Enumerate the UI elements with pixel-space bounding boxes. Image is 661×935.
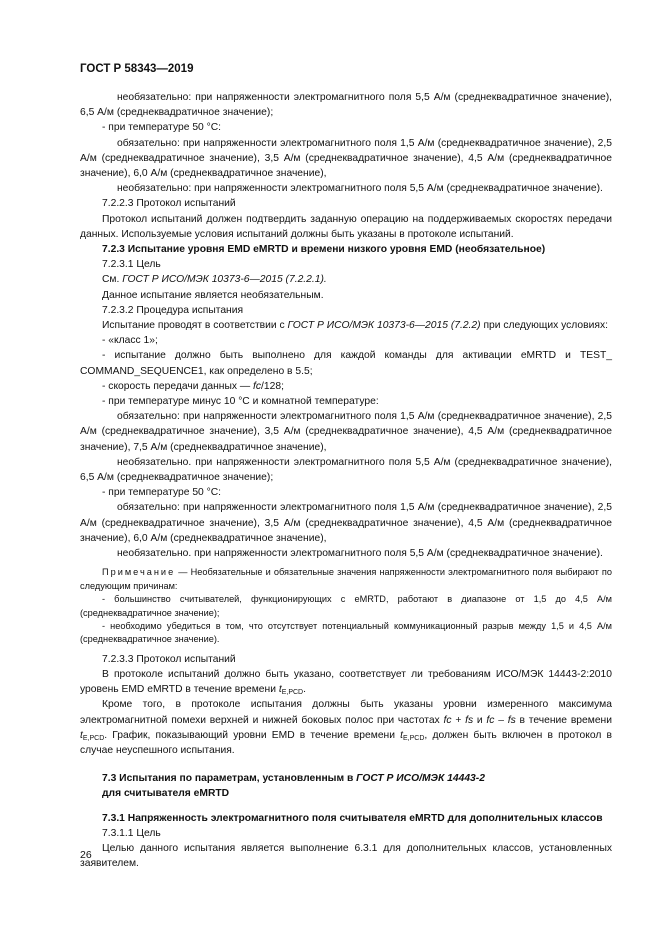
subscript: E,PCD	[82, 734, 105, 742]
paragraph: Данное испытание является необязательным.	[102, 289, 324, 301]
text: Испытание проводят в соответствии с	[102, 320, 288, 332]
paragraph: обязательно: при напряженности электромагнитного поля 1,5 А/м (среднеквадратичное значение), 2,5 А/м (среднеквадратичное значение), 3,5 А/м (среднеквадратичное значение), 4,5 А/м (среднеквадратичное значение), 7,5 А/м (среднеквадратичное значение),	[80, 411, 612, 453]
subscript: E,PCD	[281, 689, 304, 697]
text: В протоколе испытаний должно быть указано, соответствует ли требованиям ИСО/МЭК 14443-2:2010 уровень EMD eMRTD в течение времени	[80, 668, 612, 696]
paragraph	[80, 272, 612, 287]
spacer	[80, 802, 612, 811]
formula: fc + fs	[443, 714, 474, 726]
text: .	[303, 684, 306, 696]
text: 7.3 Испытания по параметрам, установленным в	[102, 773, 357, 785]
text: Кроме того, в протоколе испытания должны быть указаны уровни измеренного максимума электромагнитной помехи верхней и нижней боковых полос при частотах	[80, 699, 612, 726]
section-number: 7.2.2.3 Протокол испытаний	[102, 198, 236, 210]
paragraph: Протокол испытаний должен подтвердить заданную операцию на поддерживаемых скоростях передачи данных. Используемые условия испытаний должны быть указаны в протоколе испытаний.	[80, 213, 612, 240]
paragraph: обязательно: при напряженности электромагнитного поля 1,5 А/м (среднеквадратичное значение), 2,5 А/м (среднеквадратичное значение), 3,5 А/м (среднеквадратичное значение), 4,5 А/м (среднеквадратичное значение), 6,0 А/м (среднеквадратичное значение),	[80, 502, 612, 544]
spacer	[80, 758, 612, 771]
text: , должен быть включен в протокол в случае неуспешного испытания.	[80, 729, 612, 756]
paragraph	[80, 697, 612, 758]
standard-reference: ГОСТ Р ИСО/МЭК 14443-2	[356, 773, 485, 785]
text: . График, показывающий уровни EMD в течение времени	[104, 729, 401, 741]
page-number: 26	[80, 849, 92, 861]
formula: t	[80, 729, 83, 741]
text: - скорость передачи данных —	[102, 380, 254, 392]
text: в течение времени	[515, 714, 612, 726]
text: и	[473, 714, 487, 726]
list-item: - при температуре 50 °С:	[102, 487, 222, 499]
formula: fc	[253, 380, 262, 392]
formula: t	[278, 684, 282, 696]
section-number: 7.3.1.1 Цель	[102, 827, 161, 839]
list-item	[80, 379, 612, 394]
document-header: ГОСТ Р 58343—2019	[80, 63, 194, 75]
section-heading: для считывателя eMRTD	[102, 788, 230, 800]
paragraph	[80, 667, 612, 697]
paragraph	[80, 318, 612, 333]
formula: t	[400, 729, 404, 741]
subscript: E,PCD	[403, 734, 425, 742]
text: при следующих условиях:	[480, 320, 608, 332]
formula: fc – fs	[486, 714, 516, 726]
section-number: 7.2.3.1 Цель	[102, 259, 161, 271]
section-heading: 7.3.1 Напряженность электромагнитного поля считывателя eMRTD для дополнительных классов	[102, 812, 603, 824]
paragraph: необязательно: при напряженности электромагнитного поля 5,5 А/м (среднеквадратичное значение), 6,5 А/м (среднеквадратичное значение);	[80, 92, 612, 119]
section-heading: 7.2.3 Испытание уровня EMD eMRTD и времени низкого уровня EMD (необязательное)	[102, 244, 546, 256]
standard-reference: ГОСТ Р ИСО/МЭК 10373-6—2015 (7.2.2.1).	[122, 274, 327, 286]
list-item: - при температуре 50 °С:	[102, 122, 222, 134]
section-number: 7.2.3.2 Процедура испытания	[102, 304, 244, 316]
paragraph: необязательно. при напряженности электромагнитного поля 5,5 А/м (среднеквадратичное значение), 6,5 А/м (среднеквадратичное значение);	[80, 456, 612, 484]
note-item: - большинство считывателей, функционирующих с eMRTD, работают в диапазоне от 1,5 до 4,5 А/м (среднеквадратичное значение);	[80, 594, 612, 618]
paragraph: необязательно: при напряженности электромагнитного поля 5,5 А/м (среднеквадратичное значение).	[117, 183, 603, 195]
paragraph: необязательно. при напряженности электромагнитного поля 5,5 А/м (среднеквадратичное значение).	[117, 548, 603, 560]
section-heading	[80, 771, 612, 786]
paragraph: обязательно: при напряженности электромагнитного поля 1,5 А/м (среднеквадратичное значение), 2,5 А/м (среднеквадратичное значение), 3,5 А/м (среднеквадратичное значение), 4,5 А/м (среднеквадратичное значение), 6,0 А/м (среднеквадратичное значение),	[80, 137, 612, 180]
paragraph: Целью данного испытания является выполнение 6.3.1 для дополнительных классов, установленных заявителем.	[80, 842, 612, 870]
standard-reference: ГОСТ Р ИСО/МЭК 10373-6—2015 (7.2.2)	[287, 320, 481, 332]
note-label: Примечание	[102, 567, 176, 578]
document-body	[80, 90, 612, 871]
text: — Необязательные и обязательные значения напряженности электромагнитного поля выбирают по следующим причинам:	[80, 567, 612, 591]
list-item: - испытание должно быть выполнено для каждой команды для активации eMRTD и TEST_ COMMAND_SEQUENCE1, как определено в 5.5;	[80, 350, 612, 377]
list-item: - «класс 1»;	[102, 335, 158, 347]
list-item: - при температуре минус 10 °С и комнатной температуре:	[102, 396, 379, 408]
section-number: 7.2.3.3 Протокол испытаний	[102, 653, 236, 665]
text: См.	[102, 274, 123, 286]
note-item: - необходимо убедиться в том, что отсутствует потенциальный коммуникационный разрыв между 1,5 и 4,5 А/м (среднеквадратичное значение).	[80, 620, 612, 645]
note	[80, 566, 612, 593]
text: /128;	[261, 380, 284, 392]
